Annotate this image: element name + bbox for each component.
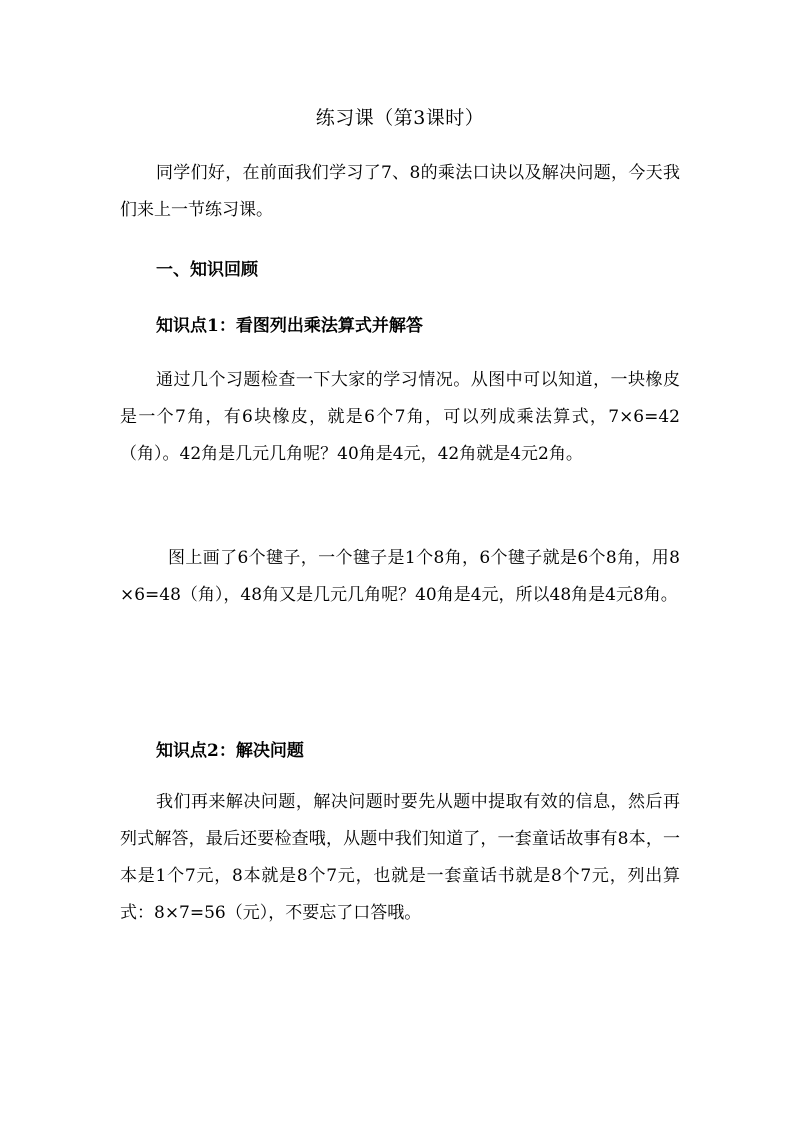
- knowledge-point-2-heading: 知识点2：解决问题: [156, 741, 304, 761]
- intro-paragraph: 同学们好，在前面我们学习了7、8的乘法口诀以及解决问题，今天我们来上一节练习课。: [120, 163, 680, 220]
- knowledge-point-1-paragraph-2: 图上画了6个毽子，一个毽子是1个8角，6个毽子就是6个8角，用8×6=48（角），48角又是几元几角呢？40角是4元，所以48角是4元8角。: [120, 548, 680, 605]
- knowledge-point-1-heading: 知识点1：看图列出乘法算式并解答: [156, 316, 423, 336]
- document-page: [120, 0, 680, 1123]
- knowledge-point-1-paragraph-1: 通过几个习题检查一下大家的学习情况。从图中可以知道，一块橡皮是一个7角，有6块橡皮，就是6个7角，可以列成乘法算式，7×6=42（角）。42角是几元几角呢？40角是4元，42角就是4元2角。: [120, 370, 680, 464]
- section-heading-review: 一、知识回顾: [156, 260, 258, 280]
- page-title: 练习课（第3课时）: [315, 107, 485, 129]
- knowledge-point-2-paragraph: 我们再来解决问题，解决问题时要先从题中提取有效的信息，然后再列式解答，最后还要检查哦，从题中我们知道了，一套童话故事有8本，一本是1个7元，8本就是8个7元，也就是一套童话书就是8个7元，列出算式：8×7=56（元），不要忘了口答哦。: [120, 792, 680, 923]
